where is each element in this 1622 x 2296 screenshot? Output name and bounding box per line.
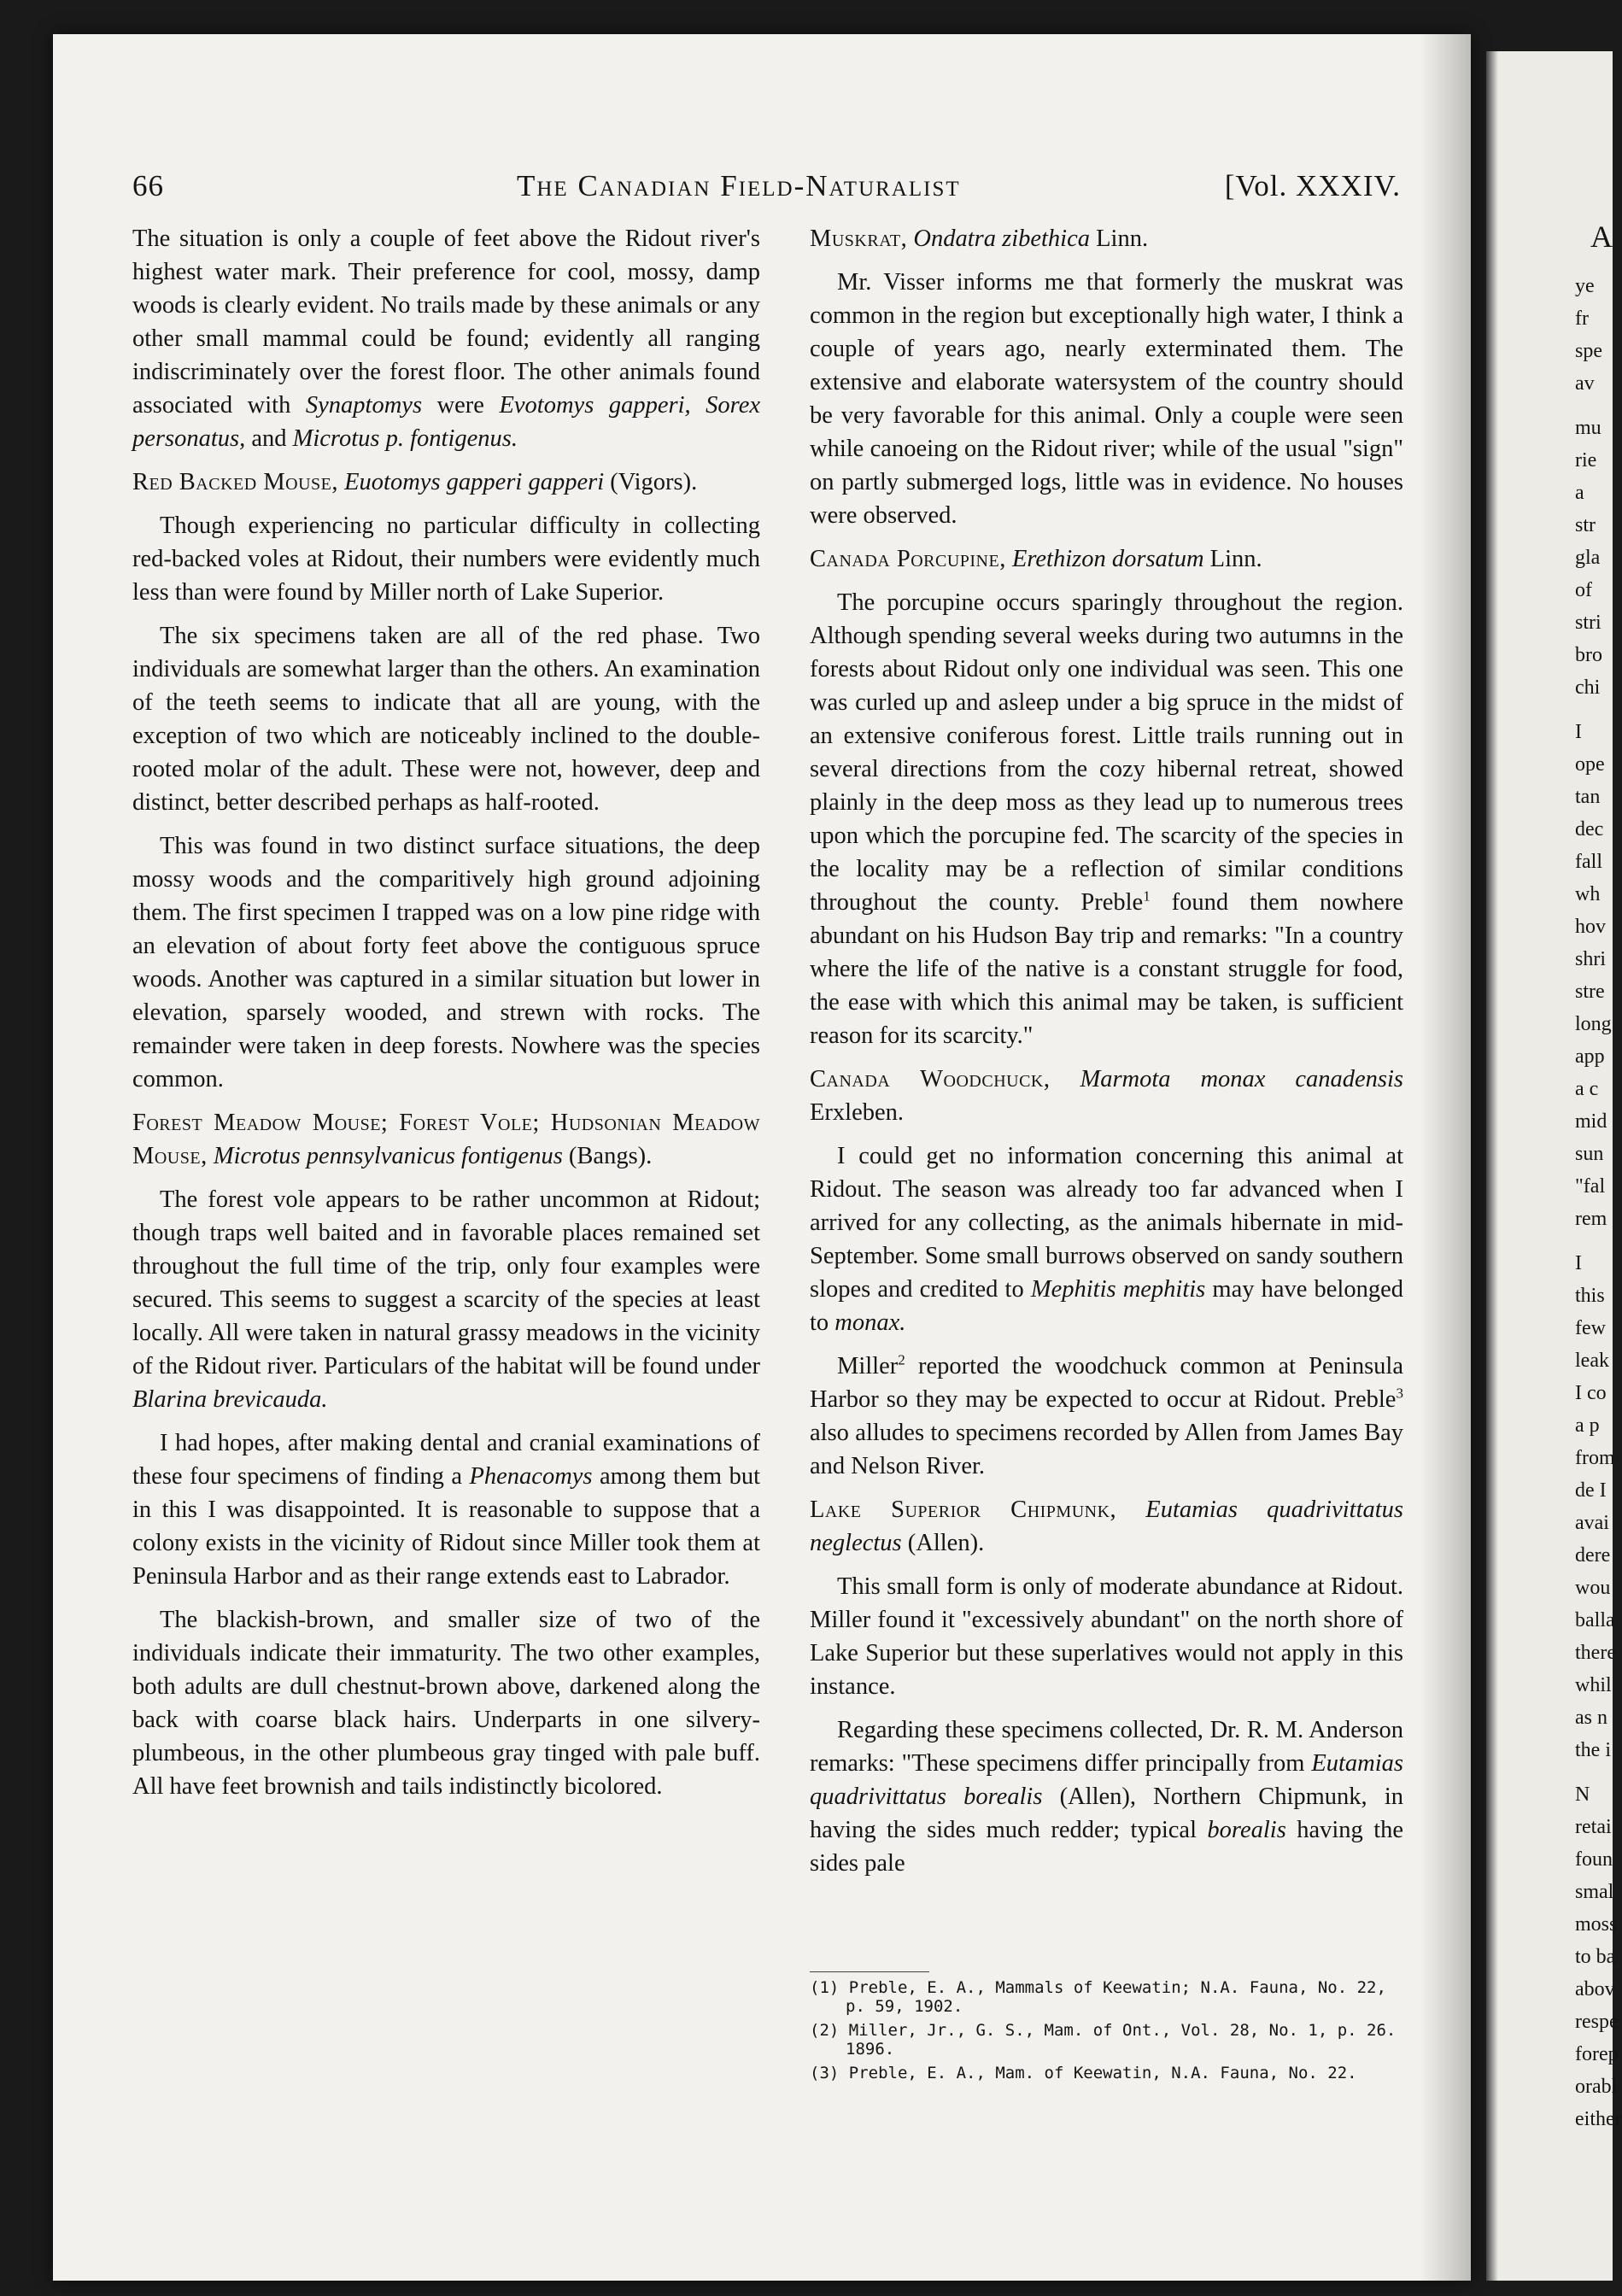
footnote: (2) Miller, Jr., G. S., Mam. of Ont., Vol. 28, No. 1, p. 26. 1896. — [810, 2021, 1397, 2059]
paragraph: The blackish-brown, and smaller size of two of the individuals indicate their immaturity. The two other examples, both adults are dull chestnut-brown above, darkened along the back with coarse black hairs. Underparts in one silvery-plumbeous, in the other plumbeous gray tinged with pale buff. All have feet brownish and tails indistinctly bicolored. — [132, 1607, 760, 1800]
next-page-fragment: stri — [1575, 612, 1602, 634]
footnote-ref: 1 — [1143, 887, 1151, 905]
next-page-fragment: balla — [1575, 1609, 1615, 1631]
species-heading: Canada Woodchuck, Marmota monax canadensis Erxleben. — [810, 1066, 1404, 1126]
paragraph: This was found in two distinct surface situations, the deep mossy woods and the comparitively high ground adjoining them. The first specimen I trapped was on a low pine ridge with an elevation of about forty feet above the contiguous spruce woods. Another was captured in a similar situation but lower in elevation, sparsely wooded, and strewn with rocks. The remainder were taken in deep forests. Nowhere was the species common. — [132, 833, 760, 1092]
next-page-fragment: a c — [1575, 1078, 1599, 1100]
species-heading: Muskrat, Ondatra zibethica Linn. — [810, 226, 1149, 252]
next-page-fragment: avai — [1575, 1512, 1609, 1534]
next-page-fragment: mid — [1575, 1110, 1607, 1133]
footnote: (1) Preble, E. A., Mammals of Keewatin; N.A. Fauna, No. 22, p. 59, 1902. — [810, 1978, 1386, 2016]
next-page-fragment: "fal — [1575, 1175, 1606, 1198]
next-page-fragment: stre — [1575, 981, 1605, 1003]
next-page-fragment: fall — [1575, 851, 1602, 873]
right-column — [810, 222, 1403, 1890]
next-page-fragment: leak — [1575, 1350, 1609, 1372]
next-page-fragment: from — [1575, 1447, 1615, 1469]
paragraph: Regarding these specimens collected, Dr. R. M. Anderson remarks: "These specimens differ principally from Eutamias quadrivittatus borealis (Allen), Northern Chipmunk, in having the sides much redder; typical borealis having the sides pale — [810, 1717, 1404, 1877]
next-page-fragment: as n — [1575, 1707, 1607, 1729]
next-page-fragment: ye — [1575, 275, 1595, 297]
next-page-fragment: tan — [1575, 786, 1601, 808]
footnotes — [810, 1978, 1403, 2088]
next-page-fragment: moss — [1575, 1913, 1618, 1936]
species-heading: Lake Superior Chipmunk, Eutamias quadrivittatus neglectus (Allen). — [810, 1496, 1403, 1556]
next-page-fragment: forep — [1575, 2043, 1619, 2065]
next-page-fragment: I co — [1575, 1382, 1607, 1404]
page-number: 66 — [132, 169, 164, 202]
species-heading: Red Backed Mouse, Euotomys gapperi gapperi (Vigors). — [132, 469, 698, 495]
paragraph: The porcupine occurs sparingly throughout the region. Although spending several weeks during two autumns in the forests about Ridout only one individual was seen. This one was curled up and asleep under a big spruce in the midst of an extensive coniferous forest. Little trails running out in several directions from the cozy hibernal retreat, showed plainly in the deep moss as they lead up to numerous trees upon which the porcupine fed. The scarcity of the species in the locality may be a reflection of similar conditions throughout the county. Preble$^1$ found them nowhere abundant on his Hudson Bay trip and remarks: "In a country where the life of the native is a constant struggle for food, the ease with which this animal may be taken, is sufficient reason for its scarcity." — [810, 589, 1404, 1049]
next-page-fragment: rem — [1575, 1208, 1607, 1230]
next-page-fragment: wou — [1575, 1577, 1611, 1599]
next-page-header: A — [1590, 220, 1613, 254]
next-page-fragment: str — [1575, 514, 1596, 536]
page-edge-shadow — [1420, 34, 1471, 2281]
next-page-fragment: retai — [1575, 1816, 1612, 1838]
paragraph: Though experiencing no particular difficulty in collecting red-backed voles at Ridout, their numbers were evidently much less than were found by Miller north of Lake Superior. — [132, 512, 760, 606]
next-page-fragment: app — [1575, 1046, 1605, 1068]
next-page-fragment: de I — [1575, 1479, 1607, 1502]
next-page-fragment: fr — [1575, 308, 1589, 330]
next-page-fragment: long — [1575, 1013, 1612, 1035]
next-page-fragment: abov — [1575, 1978, 1615, 2000]
next-page-fragment: mu — [1575, 417, 1602, 439]
paragraph: The six specimens taken are all of the red phase. Two individuals are somewhat larger than the others. An examination of the teeth seems to indicate that all are young, with the exception of two which are noticeably inclined to the double-rooted molar of the adult. These were not, however, deep and distinct, better described perhaps as half-rooted. — [132, 623, 760, 816]
next-page-fragment: respe — [1575, 2011, 1619, 2033]
next-page-fragment: the i — [1575, 1739, 1611, 1761]
paragraph: This small form is only of moderate abundance at Ridout. Miller found it "excessively abundant" on the north shore of Lake Superior but these superlatives would not apply in this instance. — [810, 1573, 1403, 1700]
next-page-fragment: rie — [1575, 449, 1597, 472]
next-page-fragment: a — [1575, 482, 1584, 504]
book-gutter — [1486, 51, 1498, 2281]
next-page-fragment: spe — [1575, 340, 1602, 362]
paragraph: Miller$^2$ reported the woodchuck common at Peninsula Harbor so they may be expected to occur at Ridout. Preble$^3$ also alludes to specimens recorded by Allen from James Bay and Nelson River. — [810, 1351, 1404, 1479]
next-page-fragment: ope — [1575, 753, 1605, 776]
next-page-fragment: chi — [1575, 676, 1601, 699]
next-page-edge — [1486, 51, 1622, 2281]
next-page-fragment: orabl — [1575, 2076, 1618, 2098]
left-column — [132, 222, 760, 1813]
next-page-fragment: whil — [1575, 1674, 1612, 1696]
next-page-fragment: smal — [1575, 1881, 1614, 1903]
next-page-fragment: a p — [1575, 1414, 1600, 1437]
next-page-fragment: sun — [1575, 1143, 1604, 1165]
paragraph: The forest vole appears to be rather uncommon at Ridout; though traps well baited and in favorable places remained set throughout the full time of the trip, only four examples were secured. This seems to suggest a scarcity of the species at least locally. All were taken in natural grassy meadows in the vicinity of the Ridout river. Particulars of the habitat will be found under Blarina brevicauda. — [132, 1186, 760, 1413]
next-page-fragment: gla — [1575, 547, 1601, 569]
species-heading: Canada Porcupine, Erethizon dorsatum Linn. — [810, 546, 1262, 572]
paragraph: The situation is only a couple of feet above the Ridout river's highest water mark. Their preference for cool, mossy, damp woods is clearly evident. No trails made by these animals or any other small mammal could be found; evidently all ranging indiscriminately over the forest floor. The other animals found associated with Synaptomys were Evotomys gapperi, Sorex personatus, and Microtus p. fontigenus. — [132, 226, 761, 452]
next-page-fragment: I — [1575, 1252, 1582, 1274]
next-page-fragment: bro — [1575, 644, 1602, 666]
paragraph: I had hopes, after making dental and cranial examinations of these four specimens of finding a Phenacomys among them but in this I was disappointed. It is reasonable to suppose that a colony exists in the vicinity of Ridout since Miller took them at Peninsula Harbor and as their range extends east to Labrador. — [132, 1430, 760, 1590]
paragraph: Mr. Visser informs me that formerly the muskrat was common in the region but exceptionally high water, I think a couple of years ago, nearly exterminated them. The extensive and elaborate watersystem of the country should be very favorable for this animal. Only a couple were seen while canoeing on the Ridout river; while of the usual "sign" on partly submerged logs, little was in evidence. No houses were observed. — [810, 269, 1403, 529]
next-page-fragment: wh — [1575, 883, 1601, 905]
next-page-fragment: foun — [1575, 1848, 1613, 1871]
next-page-fragment: either — [1575, 2108, 1622, 2130]
next-page-fragment: shri — [1575, 948, 1606, 970]
next-page-fragment: av — [1575, 372, 1595, 395]
running-title: The Canadian Field-Naturalist — [517, 169, 961, 202]
volume-label: [Vol. XXXIV. — [1224, 169, 1401, 202]
footnote-ref: 3 — [1396, 1385, 1403, 1402]
next-page-fragment: hov — [1575, 916, 1606, 938]
next-page-fragment: there — [1575, 1642, 1616, 1664]
page-header — [132, 169, 1401, 212]
next-page-fragment: I — [1575, 721, 1582, 743]
next-page-fragment: this — [1575, 1285, 1605, 1307]
footnote-ref: 2 — [898, 1351, 905, 1368]
species-heading: Forest Meadow Mouse; Forest Vole; Hudsonian Meadow Mouse, Microtus pennsylvanicus fontigenus (Bangs). — [132, 1110, 760, 1169]
footnote: (3) Preble, E. A., Mam. of Keewatin, N.A. Fauna, No. 22. — [810, 2064, 1357, 2082]
next-page-fragment: N — [1575, 1784, 1590, 1806]
paragraph: I could get no information concerning this animal at Ridout. The season was already too far advanced when I arrived for any collecting, as the animals hibernate in mid-September. Some small burrows observed on sandy southern slopes and credited to Mephitis mephitis may have belonged to monax. — [810, 1143, 1403, 1336]
next-page-fragment: to ba — [1575, 1946, 1616, 1968]
footnote-rule — [810, 1971, 929, 1972]
next-page-fragment: of — [1575, 579, 1592, 601]
next-page-fragment: dec — [1575, 818, 1604, 840]
next-page-fragment: few — [1575, 1317, 1606, 1339]
next-page-fragment: dere — [1575, 1544, 1611, 1567]
